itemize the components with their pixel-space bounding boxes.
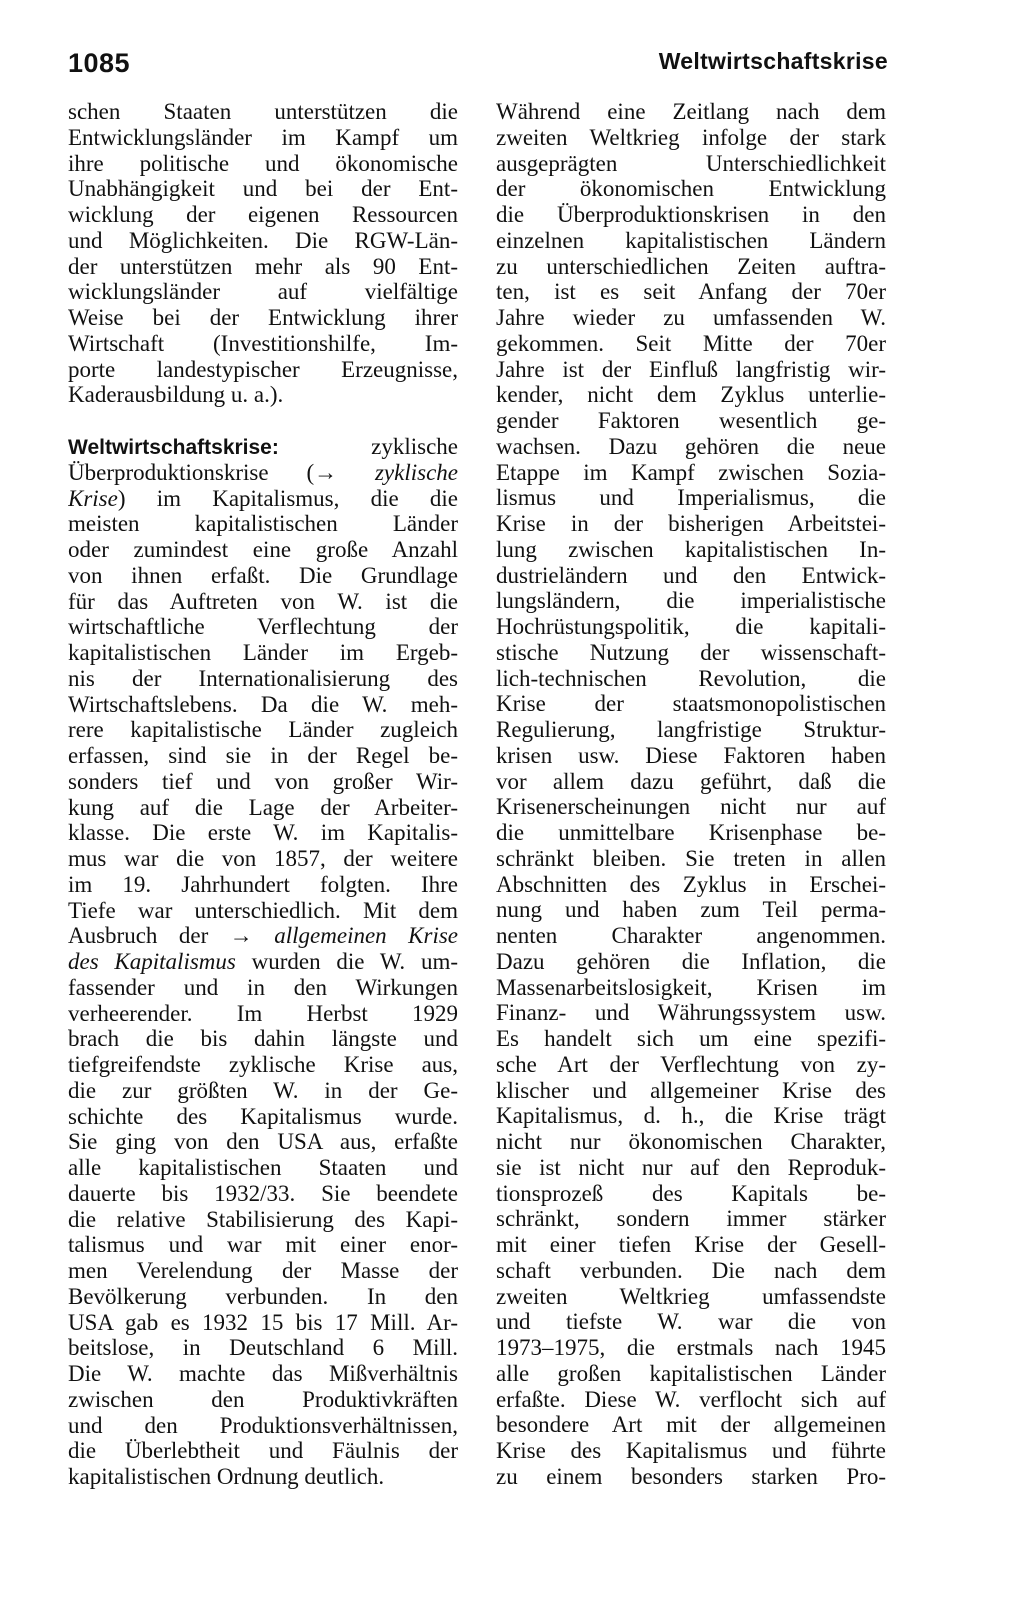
paragraph-continuation: [68, 99, 458, 408]
left-column: [68, 99, 458, 1490]
text-line: ihre politische und ökonomische: [68, 150, 458, 176]
text-line: nenten Charakter angenommen.: [496, 923, 886, 948]
text-line: kapitalistischen Ordnung deutlich.: [68, 1464, 385, 1489]
text-line: krisen usw. Diese Faktoren haben: [496, 742, 886, 768]
text-line: wicklungsländer auf vielfältige: [68, 279, 458, 305]
text-line: gender Faktoren wesentlich ge-: [496, 408, 886, 433]
text-line: [68, 460, 458, 486]
entry-text: zyklische: [371, 434, 458, 459]
text-line: Krise in der bisherigen Arbeitstei-: [496, 511, 886, 536]
text-line: nicht nur ökonomischen Charakter,: [496, 1129, 886, 1154]
text-line: schränkt bleiben. Sie treten in allen: [496, 845, 886, 871]
cross-reference: allgemeinen Krise: [274, 923, 458, 949]
text-line: 1973–1975, die erstmals nach 1945: [496, 1335, 886, 1360]
text-line: die unmittelbare Krisenphase be-: [496, 820, 886, 845]
text-line: klischer und allgemeiner Krise des: [496, 1077, 886, 1103]
text-line: zweiten Weltkrieg umfassendste: [496, 1283, 886, 1309]
text-line: die zur größten W. in der Ge-: [68, 1077, 458, 1103]
text-line: ausgeprägten Unterschiedlichkeit: [496, 150, 886, 176]
text-line: Massenarbeitslosigkeit, Krisen im: [496, 974, 886, 1000]
text-line: schränkt, sondern immer stärker: [496, 1206, 886, 1232]
text-line: oder zumindest eine große Anzahl: [68, 537, 458, 562]
entry-text: Überproduktionskrise (→: [68, 459, 375, 485]
text-line: nis der Internationalisierung des: [68, 665, 458, 691]
text-line: dauerte bis 1932/33. Sie beendete: [68, 1180, 458, 1206]
paragraph-gap: [68, 408, 458, 434]
text-line: die relative Stabilisierung des Kapi-: [68, 1206, 458, 1232]
text-line: lung zwischen kapitalistischen In-: [496, 536, 886, 562]
text-line: fassender und in den Wirkungen: [68, 974, 458, 1000]
text-line: Regulierung, langfristige Struktur-: [496, 717, 886, 742]
running-title: Weltwirtschaftskrise: [658, 48, 888, 74]
text-line: gekommen. Seit Mitte der 70er: [496, 330, 886, 356]
text-line: men Verelendung der Masse der: [68, 1258, 458, 1283]
text-line: schen Staaten unterstützen die: [68, 99, 458, 124]
text-line: sie ist nicht nur auf den Reproduk-: [496, 1154, 886, 1180]
text-line: die Überproduktionskrisen in den: [496, 202, 886, 227]
text-line: verheerender. Im Herbst 1929: [68, 1000, 458, 1026]
text-line: von ihnen erfaßt. Die Grundlage: [68, 562, 458, 588]
text-line: kapitalistischen Länder im Ergeb-: [68, 640, 458, 665]
text-line: nung und haben zum Teil perma-: [496, 897, 886, 923]
text-line: der ökonomischen Entwicklung: [496, 176, 886, 202]
text-line: Hochrüstungspolitik, die kapitali-: [496, 614, 886, 639]
text-line: stische Nutzung der wissenschaft-: [496, 639, 886, 665]
text-line: für das Auftreten von W. ist die: [68, 588, 458, 614]
text-line: USA gab es 1932 15 bis 17 Mill. Ar-: [68, 1309, 458, 1335]
text-line: alle großen kapitalistischen Länder: [496, 1360, 886, 1386]
text-line: kender, nicht dem Zyklus unterlie-: [496, 382, 886, 408]
text-line: rere kapitalistische Länder zugleich: [68, 717, 458, 743]
text-line: lungsländern, die imperialistische: [496, 588, 886, 614]
page-number: 1085: [68, 48, 131, 78]
text-line: klasse. Die erste W. im Kapitalis-: [68, 820, 458, 846]
text-line: Es handelt sich um eine spezifi-: [496, 1026, 886, 1051]
text-line: Tiefe war unterschiedlich. Mit dem: [68, 897, 458, 923]
text-line: Finanz- und Währungssystem usw.: [496, 1000, 886, 1026]
text-line: tionsprozeß des Kapitals be-: [496, 1180, 886, 1206]
text-line: einzelnen kapitalistischen Ländern: [496, 227, 886, 253]
text-line: Unabhängigkeit und bei der Ent-: [68, 176, 458, 202]
text-line: erfassen, sind sie in der Regel be-: [68, 743, 458, 768]
text-line: Entwicklungsländer im Kampf um: [68, 124, 458, 150]
right-column: [496, 99, 886, 1490]
dictionary-entry: [68, 434, 458, 1490]
entry-first-line: [68, 434, 458, 460]
text-line: Wirtschaft (Investitionshilfe, Im-: [68, 330, 458, 356]
text-line: Abschnitten des Zyklus in Erschei-: [496, 871, 886, 897]
text-line: zu einem besonders starken Pro-: [496, 1463, 886, 1489]
text-line: ten, ist es seit Anfang der 70er: [496, 279, 886, 305]
text-line: sche Art der Verflechtung von zy-: [496, 1051, 886, 1077]
entry-text: Ausbruch der →: [68, 923, 275, 949]
text-line: Jahre wieder zu umfassenden W.: [496, 305, 886, 330]
text-line: Krise der staatsmonopolistischen: [496, 691, 886, 717]
text-line: tiefgreifendste zyklische Krise aus,: [68, 1052, 458, 1077]
text-line: zu unterschiedlichen Zeiten auftra-: [496, 253, 886, 279]
text-line: und tiefste W. war die von: [496, 1309, 886, 1335]
text-line: kung auf die Lage der Arbeiter-: [68, 794, 458, 820]
text-line: beitslose, in Deutschland 6 Mill.: [68, 1335, 458, 1361]
text-line: brach die bis dahin längste und: [68, 1026, 458, 1052]
text-line: [68, 949, 458, 975]
text-line: Kapitalismus, d. h., die Krise trägt: [496, 1103, 886, 1129]
text-line: zweiten Weltkrieg infolge der stark: [496, 124, 886, 150]
text-line: porte landestypischer Erzeugnisse,: [68, 356, 458, 382]
text-line: Während eine Zeitlang nach dem: [496, 99, 886, 124]
text-line: Krise des Kapitalismus und führte: [496, 1438, 886, 1463]
text-line: wachsen. Dazu gehören die neue: [496, 433, 886, 459]
text-line: mit einer tiefen Krise der Gesell-: [496, 1232, 886, 1257]
text-line: Kaderausbildung u. a.).: [68, 382, 284, 408]
text-line: Weise bei der Entwicklung ihrer: [68, 305, 458, 330]
text-line: und Möglichkeiten. Die RGW-Län-: [68, 227, 458, 253]
text-line: Krisenerscheinungen nicht nur auf: [496, 794, 886, 820]
text-line: Bevölkerung verbunden. In den: [68, 1283, 458, 1309]
text-line: mus war die von 1857, der weitere: [68, 846, 458, 871]
text-line: Die W. machte das Mißverhältnis: [68, 1361, 458, 1386]
text-line: Jahre ist der Einfluß langfristig wir-: [496, 356, 886, 382]
text-line: Etappe im Kampf zwischen Sozia-: [496, 459, 886, 485]
text-line: erfaßte. Diese W. verflocht sich auf: [496, 1386, 886, 1412]
cross-reference: Krise: [68, 485, 118, 511]
text-line: talismus und war mit einer enor-: [68, 1232, 458, 1258]
entry-keyword: Weltwirtschaftskrise:: [68, 436, 279, 459]
text-line: schichte des Kapitalismus wurde.: [68, 1103, 458, 1129]
text-line: Wirtschaftslebens. Da die W. meh-: [68, 691, 458, 717]
cross-reference: zyklische: [374, 459, 458, 485]
text-line: die Überlebtheit und Fäulnis der: [68, 1438, 458, 1464]
entry-text: wurden die W. um-: [235, 949, 458, 974]
text-line: [68, 923, 458, 949]
text-line: lich-technischen Revolution, die: [496, 665, 886, 691]
text-line: schaft verbunden. Die nach dem: [496, 1257, 886, 1283]
text-line: meisten kapitalistischen Länder: [68, 511, 458, 537]
text-line: zwischen den Produktivkräften: [68, 1386, 458, 1412]
text-line: wirtschaftliche Verflechtung der: [68, 614, 458, 640]
text-line: der unterstützen mehr als 90 Ent-: [68, 253, 458, 279]
text-line: sonders tief und von großer Wir-: [68, 768, 458, 794]
entry-text: ) im Kapitalismus, die die: [117, 485, 458, 511]
text-line: vor allem dazu geführt, daß die: [496, 768, 886, 794]
text-line: Dazu gehören die Inflation, die: [496, 948, 886, 974]
text-line: lismus und Imperialismus, die: [496, 485, 886, 511]
text-line: und den Produktionsverhältnissen,: [68, 1412, 458, 1438]
text-line: alle kapitalistischen Staaten und: [68, 1155, 458, 1180]
text-line: dustrieländern und den Entwick-: [496, 562, 886, 588]
text-line: Sie ging von den USA aus, erfaßte: [68, 1129, 458, 1155]
text-line: [68, 486, 458, 512]
text-line: besondere Art mit der allgemeinen: [496, 1412, 886, 1438]
text-line: wicklung der eigenen Ressourcen: [68, 202, 458, 227]
cross-reference: des Kapitalismus: [68, 949, 236, 974]
text-line: im 19. Jahrhundert folgten. Ihre: [68, 871, 458, 897]
